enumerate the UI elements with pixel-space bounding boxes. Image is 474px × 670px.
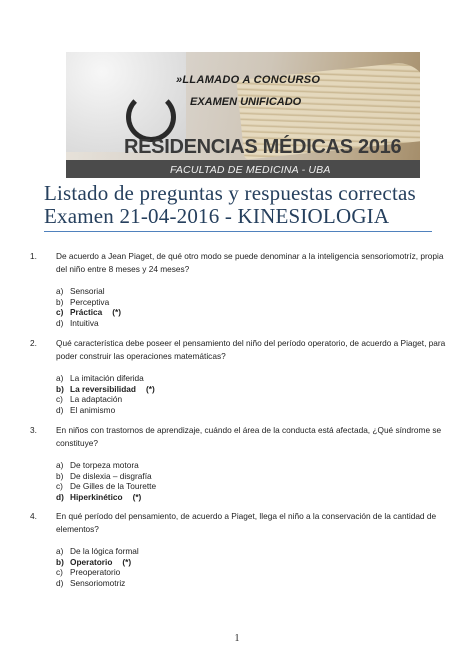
page-number: 1 [234,633,240,644]
answer-option: c) Preoperatorio [56,567,121,577]
answer-option: d) Intuitiva [56,317,99,328]
answer-option: b) De dislexia – disgrafía [56,470,152,481]
correct-answer-option: b) Operatorio (*) [56,556,132,567]
answer-option: d) El animismo [56,404,116,415]
question-number: 2. [30,338,37,348]
title-divider [44,231,432,232]
correct-mark: (*) [112,307,122,317]
question-4 [30,510,450,588]
banner-subtitle: FACULTAD DE MEDICINA - UBA [170,164,331,176]
question-text: En qué período del pensamiento, de acuerdo a Piaget, llega el niño a la conservación de la cantidad de elementos? [56,511,437,534]
question-text: De acuerdo a Jean Piaget, de qué otro modo se puede denominar a la inteligencia sensoriomotríz, propia del niño entre 8 meses y 24 meses? [56,251,444,274]
question-2 [30,337,450,415]
correct-mark: (*) [132,491,142,502]
answer-option: b) Perceptiva [56,296,110,307]
question-1 [30,250,450,328]
stethoscope-icon [126,92,176,142]
question-text: En niños con trastornos de aprendizaje, cuándo el área de la conducta está afectada, ¿Qué síndrome se constituye? [56,425,442,448]
answer-option: a) Sensorial [56,286,105,296]
answer-option: a) De la lógica formal [56,546,139,556]
answer-option: c) La adaptación [56,394,123,404]
document-title-line1: Listado de preguntas y respuestas correctas [44,181,416,205]
question-text: Qué característica debe poseer el pensamiento del niño del período operatorio, de acuerdo a Piaget, para poder construir las operaciones matemáticas? [56,338,446,361]
question-number: 4. [30,511,37,521]
answer-option: d) Sensoriomotriz [56,577,126,588]
banner-line1: »LLAMADO A CONCURSO [176,74,321,86]
document-title-line2: Examen 21-04-2016 - KINESIOLOGIA [44,204,390,228]
answer-option: c) De Gilles de la Tourette [56,481,157,491]
correct-answer-option: d) Hiperkinético (*) [56,491,142,502]
question-3 [30,424,450,502]
banner-line2: EXAMEN UNIFICADO [190,96,302,108]
correct-answer-option: c) Práctica (*) [56,307,122,317]
answer-option: a) La imitación diferida [56,373,144,383]
question-number: 3. [30,425,37,435]
header-banner-image [66,52,420,178]
correct-mark: (*) [145,383,155,394]
correct-answer-option: b) La reversibilidad (*) [56,383,155,394]
banner-main-title: RESIDENCIAS MÉDICAS 2016 [124,136,402,158]
question-number: 1. [30,251,37,261]
correct-mark: (*) [122,556,132,567]
answer-option: a) De torpeza motora [56,460,139,470]
